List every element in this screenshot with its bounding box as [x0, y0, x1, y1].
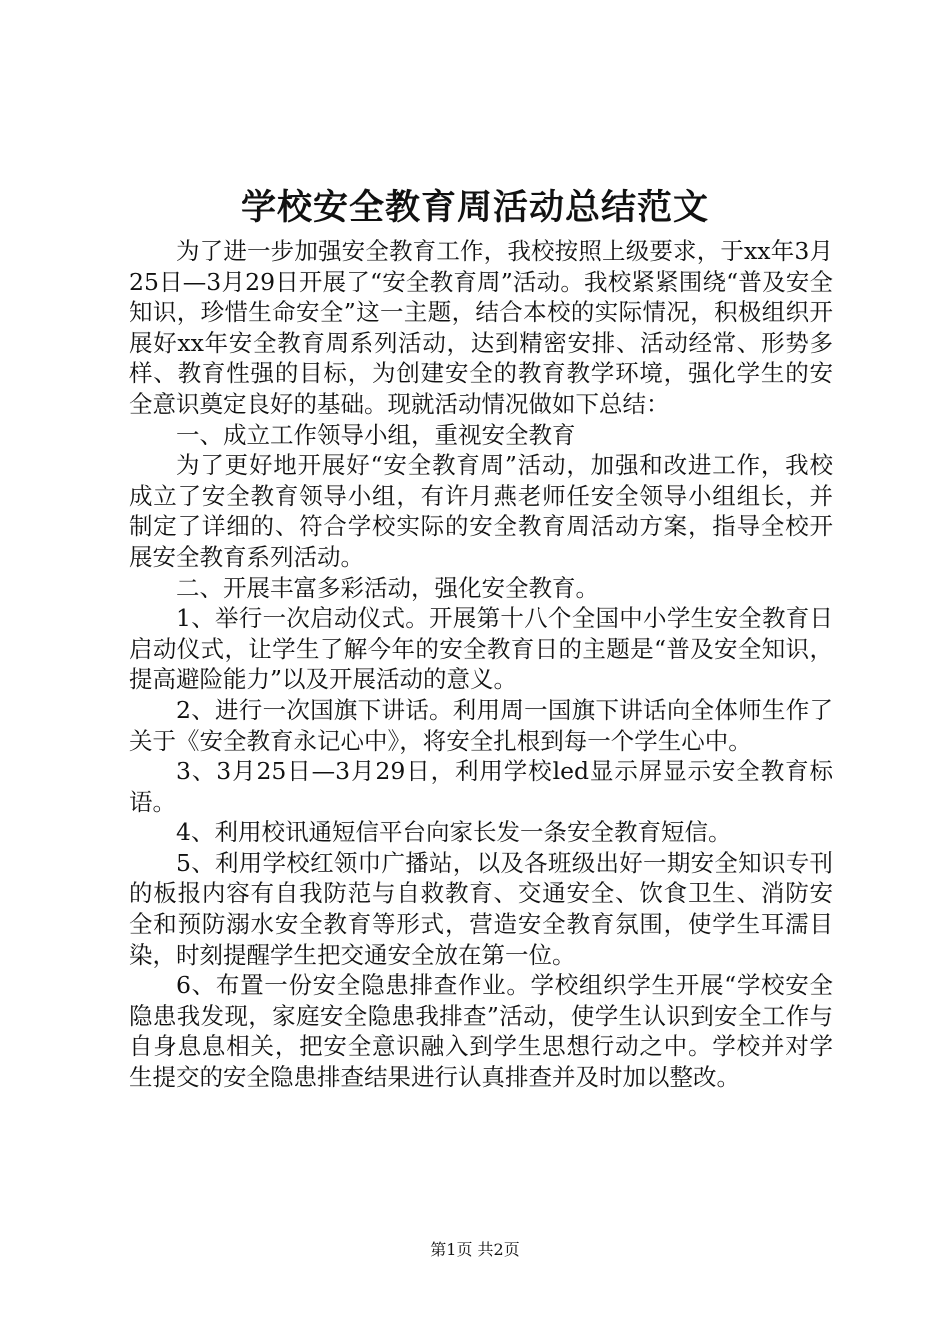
paragraph-intro: 为了进一步加强安全教育工作，我校按照上级要求，于xx年3月25日—3月29日开展了“安全教育周”活动。我校紧紧围绕“普及安全知识，珍惜生命安全”这一主题，结合本校的实际情况，积极组织开展好xx年安全教育周系列活动，达到精密安排、活动经常、形势多样、教育性强的目标，为创建安全的教育教学环境，强化学生的安全意识奠定良好的基础。现就活动情况做如下总结： — [129, 237, 833, 418]
list-item-5: 5、利用学校红领巾广播站，以及各班级出好一期安全知识专刊的板报内容有自我防范与自救教育、交通安全、饮食卫生、消防安全和预防溺水安全教育等形式，营造安全教育氛围，使学生耳濡目染，时刻提醒学生把交通安全放在第一位。 — [129, 848, 833, 969]
document-body — [129, 236, 833, 1093]
paragraph-leadership: 为了更好地开展好“安全教育周”活动，加强和改进工作，我校成立了安全教育领导小组，有许月燕老师任安全领导小组组长，并制定了详细的、符合学校实际的安全教育周活动方案，指导全校开展安全教育系列活动。 — [129, 451, 833, 571]
section-heading-2: 二、开展丰富多彩活动，强化安全教育。 — [176, 573, 599, 602]
page-number-footer: 第1页 共2页 — [430, 1240, 520, 1259]
list-item-2: 2、进行一次国旗下讲话。利用周一国旗下讲话向全体师生作了关于《安全教育永记心中》，将安全扎根到每一个学生心中。 — [129, 695, 833, 755]
list-item-4: 4、利用校讯通短信平台向家长发一条安全教育短信。 — [176, 818, 732, 847]
document-title: 学校安全教育周活动总结范文 — [240, 187, 709, 228]
list-item-3: 3、3月25日—3月29日，利用学校led显示屏显示安全教育标语。 — [129, 757, 833, 816]
list-item-1: 1、举行一次启动仪式。开展第十八个全国中小学生安全教育日启动仪式，让学生了解今年的安全教育日的主题是“普及安全知识，提高避险能力”以及开展活动的意义。 — [129, 604, 833, 694]
list-item-6: 6、布置一份安全隐患排查作业。学校组织学生开展“学校安全隐患我发现，家庭安全隐患我排查”活动，使学生认识到安全工作与自身息息相关，把安全意识融入到学生思想行动之中。学校并对学生提交的安全隐患排查结果进行认真排查并及时加以整改。 — [129, 971, 833, 1092]
section-heading-1: 一、成立工作领导小组，重视安全教育 — [176, 420, 576, 449]
